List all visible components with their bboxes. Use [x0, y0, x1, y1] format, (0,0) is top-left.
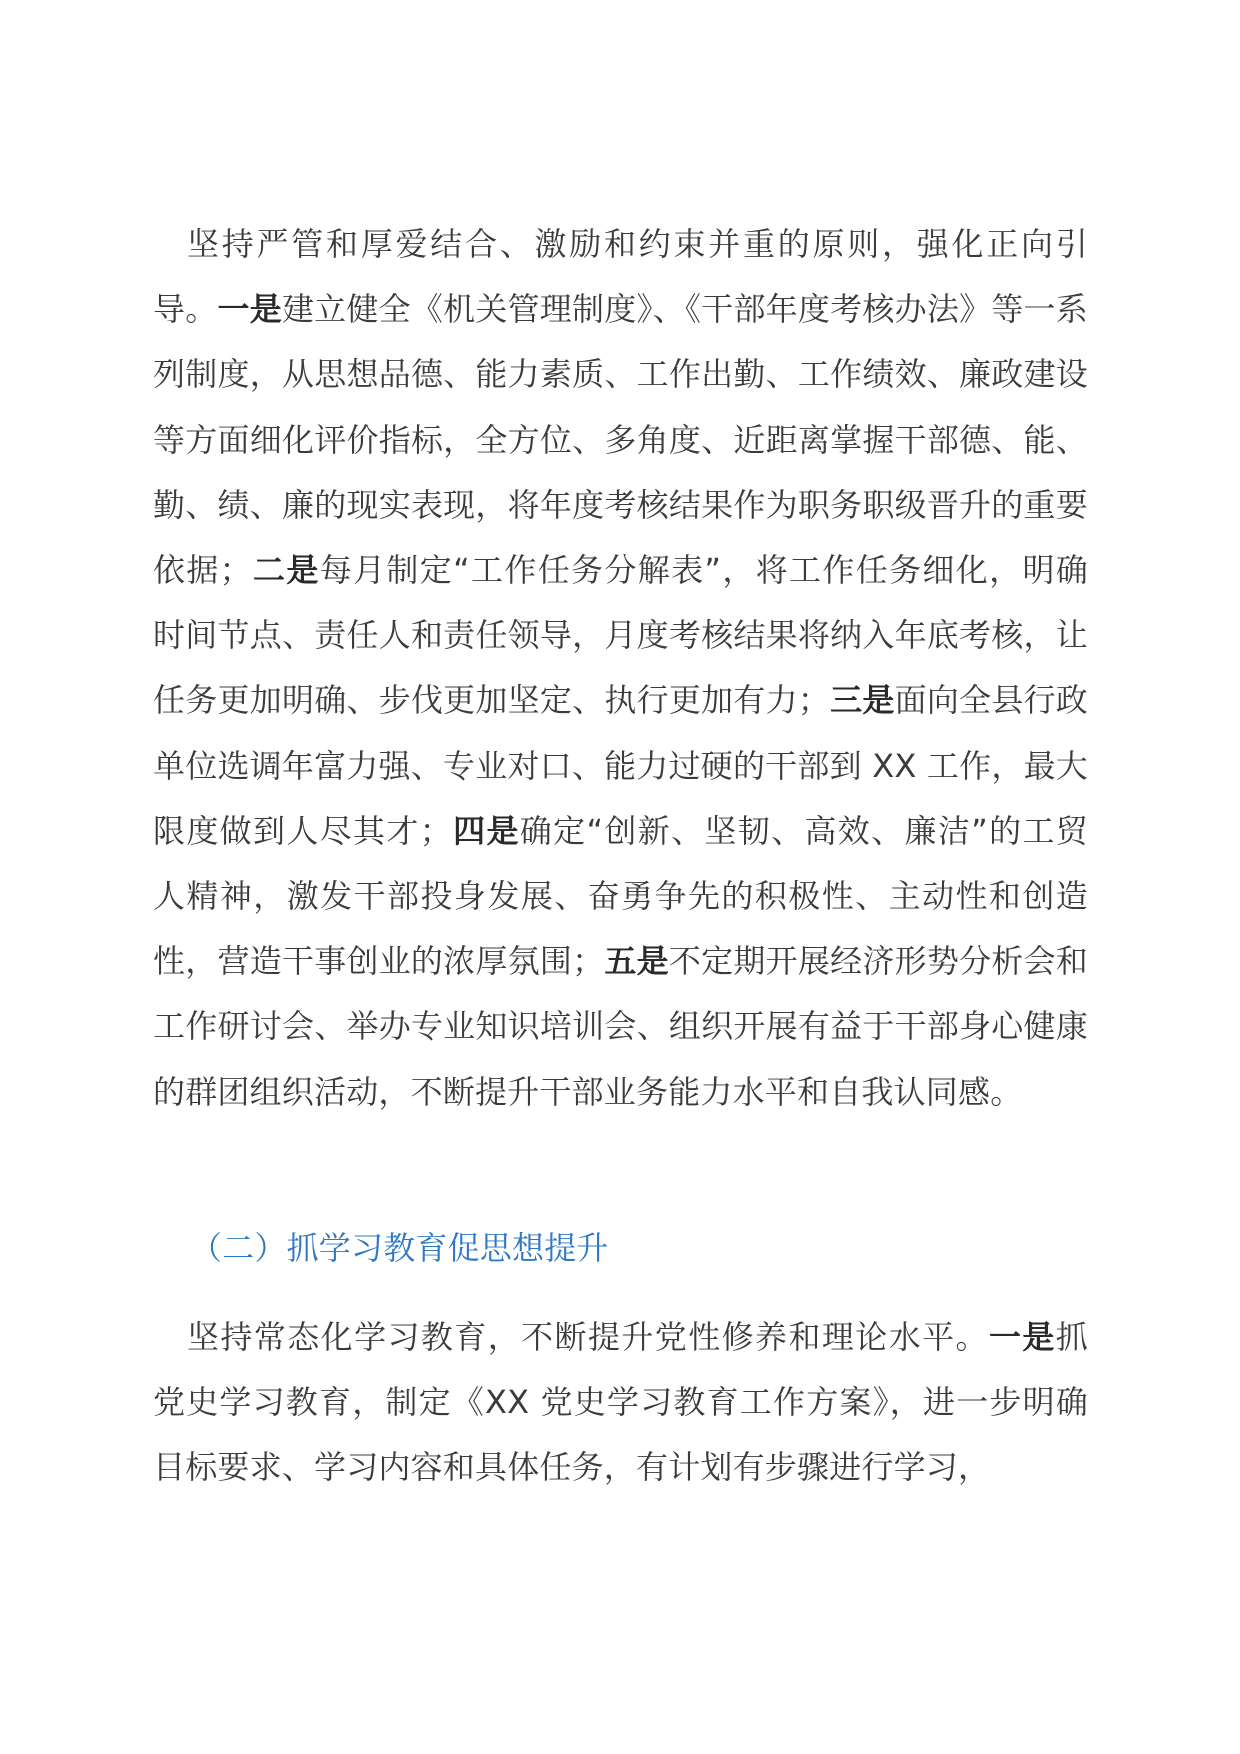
paragraph-text: 建立健全《机关管理制度》、《干部年度考核办法》等一系列制度，从思想品德、能力素质、工作出勤、工作绩效、廉政建设等方面细化评价指标，全方位、多角度、近距离掌握干部德、能、勤、绩、廉的现实表现，将年度考核结果作为职务职级晋升的重要依据； — [153, 290, 1088, 590]
keyword-fifth: 五是 — [604, 942, 669, 981]
paragraph-text: 抓党史学习教育，制定《XX 党史学习教育工作方案》，进一步明确目标要求、学习内容和具体任务，有计划有步骤进行学习， — [153, 1318, 1088, 1487]
keyword-second: 二是 — [251, 551, 320, 590]
paragraph-text: 不定期开展经济形势分析会和工作研讨会、举办专业知识培训会、组织开展有益于干部身心健康的群团组织活动，不断提升干部业务能力水平和自我认同感。 — [153, 942, 1088, 1111]
paragraph-text: 面向全县行政单位选调年富力强、专业对口、能力过硬的干部到 XX 工作，最大限度做到人尽其才； — [153, 681, 1089, 850]
keyword-first: 一是 — [988, 1318, 1056, 1356]
paragraph-text: 坚持严管和厚爱结合、激励和约束并重的原则，强化正向引导。 — [153, 225, 1088, 329]
paragraph-text: 确定“创新、坚韧、高效、廉洁”的工贸人精神，激发干部投身发展、奋勇争先的积极性、主动性和创造性，营造干事创业的浓厚氛围； — [153, 811, 1088, 981]
paragraph-text: 每月制定“工作任务分解表”，将工作任务细化，明确时间节点、责任人和责任领导，月度考核结果将纳入年底考核，让任务更加明确、步伐更加坚定、执行更加有力； — [153, 551, 1088, 720]
keyword-third: 三是 — [830, 681, 895, 720]
keyword-fourth: 四是 — [451, 811, 520, 850]
body-paragraph-1 — [153, 212, 1088, 1125]
paragraph-text: 坚持常态化学习教育，不断提升党性修养和理论水平。 — [187, 1318, 989, 1356]
section-heading: （二）抓学习教育促思想提升 — [190, 1229, 609, 1267]
body-paragraph-2 — [153, 1305, 1088, 1501]
keyword-first: 一是 — [217, 290, 282, 329]
